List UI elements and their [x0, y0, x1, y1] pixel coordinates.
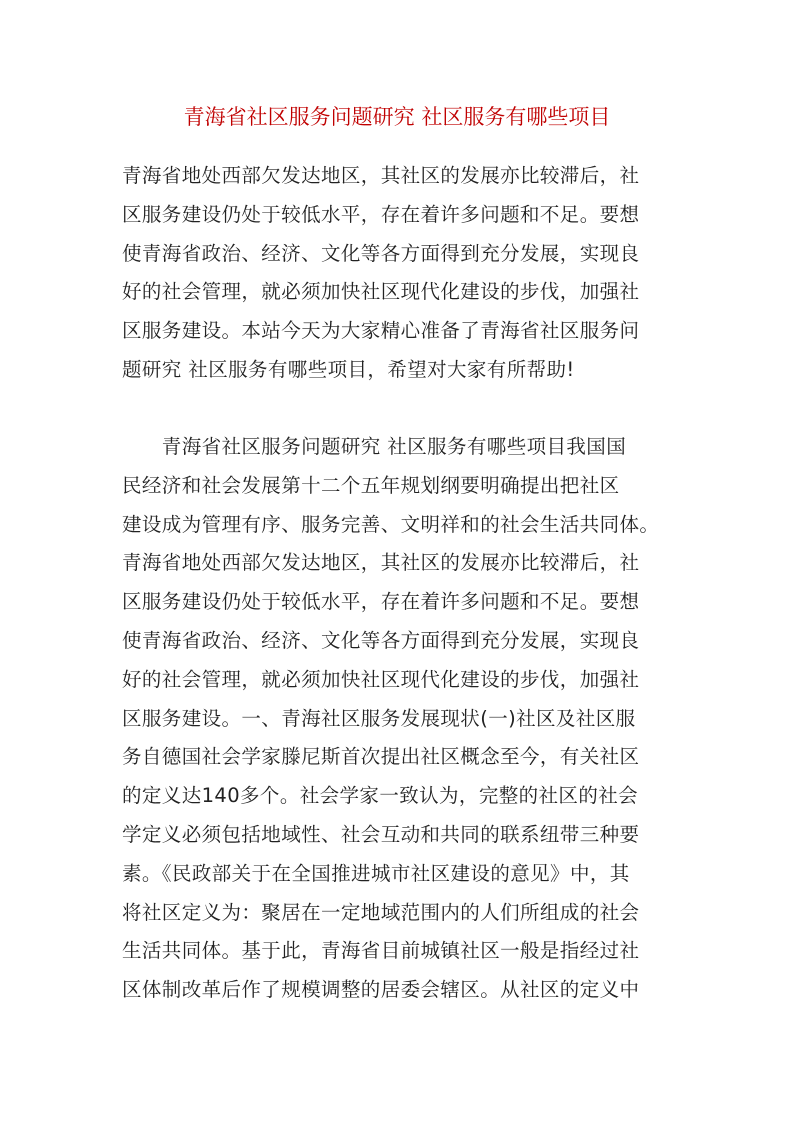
document-title: 青海省社区服务问题研究 社区服务有哪些项目	[183, 105, 611, 129]
text-line: 使青海省政治、经济、文化等各方面得到充分发展，实现良	[122, 241, 640, 265]
text-line: 区服务建设仍处于较低水平，存在着许多问题和不足。要想	[122, 202, 640, 226]
text-line: 题研究 社区服务有哪些项目，希望对大家有所帮助!	[122, 357, 575, 381]
text-line: 青海省社区服务问题研究 社区服务有哪些项目我国国	[122, 435, 627, 458]
text-line: 好的社会管理，就必须加快社区现代化建设的步伐，加强社	[122, 667, 640, 691]
text-line: 建设成为管理有序、服务完善、文明祥和的社会生活共同体。	[122, 512, 660, 536]
text-line: 民经济和社会发展第十二个五年规划纲要明确提出把社区	[122, 473, 620, 497]
text-line: 青海省地处西部欠发达地区，其社区的发展亦比较滞后，社	[122, 164, 640, 187]
text-line: 区服务建设仍处于较低水平，存在着许多问题和不足。要想	[122, 590, 640, 614]
text-line: 学定义必须包括地域性、社会互动和共同的联系纽带三种要	[122, 822, 640, 846]
text-line: 区服务建设。本站今天为大家精心准备了青海省社区服务问	[122, 319, 640, 343]
text-line: 区服务建设。一、青海社区服务发展现状(一)社区及社区服	[122, 706, 636, 730]
text-line: 青海省地处西部欠发达地区，其社区的发展亦比较滞后，社	[122, 551, 640, 575]
text-line: 将社区定义为：聚居在一定地域范围内的人们所组成的社会	[122, 900, 640, 924]
text-line: 生活共同体。基于此，青海省目前城镇社区一般是指经过社	[122, 939, 640, 963]
body-paragraph	[122, 428, 672, 1010]
text-line: 区体制改革后作了规模调整的居委会辖区。从社区的定义中	[122, 978, 640, 1002]
text-line: 务自德国社会学家滕尼斯首次提出社区概念至今，有关社区	[122, 745, 640, 769]
text-line: 好的社会管理，就必须加快社区现代化建设的步伐，加强社	[122, 280, 640, 304]
text-line: 使青海省政治、经济、文化等各方面得到充分发展，实现良	[122, 628, 640, 652]
text-line: 的定义达140多个。社会学家一致认为，完整的社区的社会	[122, 784, 639, 808]
text-line: 素。《民政部关于在全国推进城市社区建设的意见》中，其	[122, 861, 630, 885]
intro-paragraph	[122, 157, 672, 390]
